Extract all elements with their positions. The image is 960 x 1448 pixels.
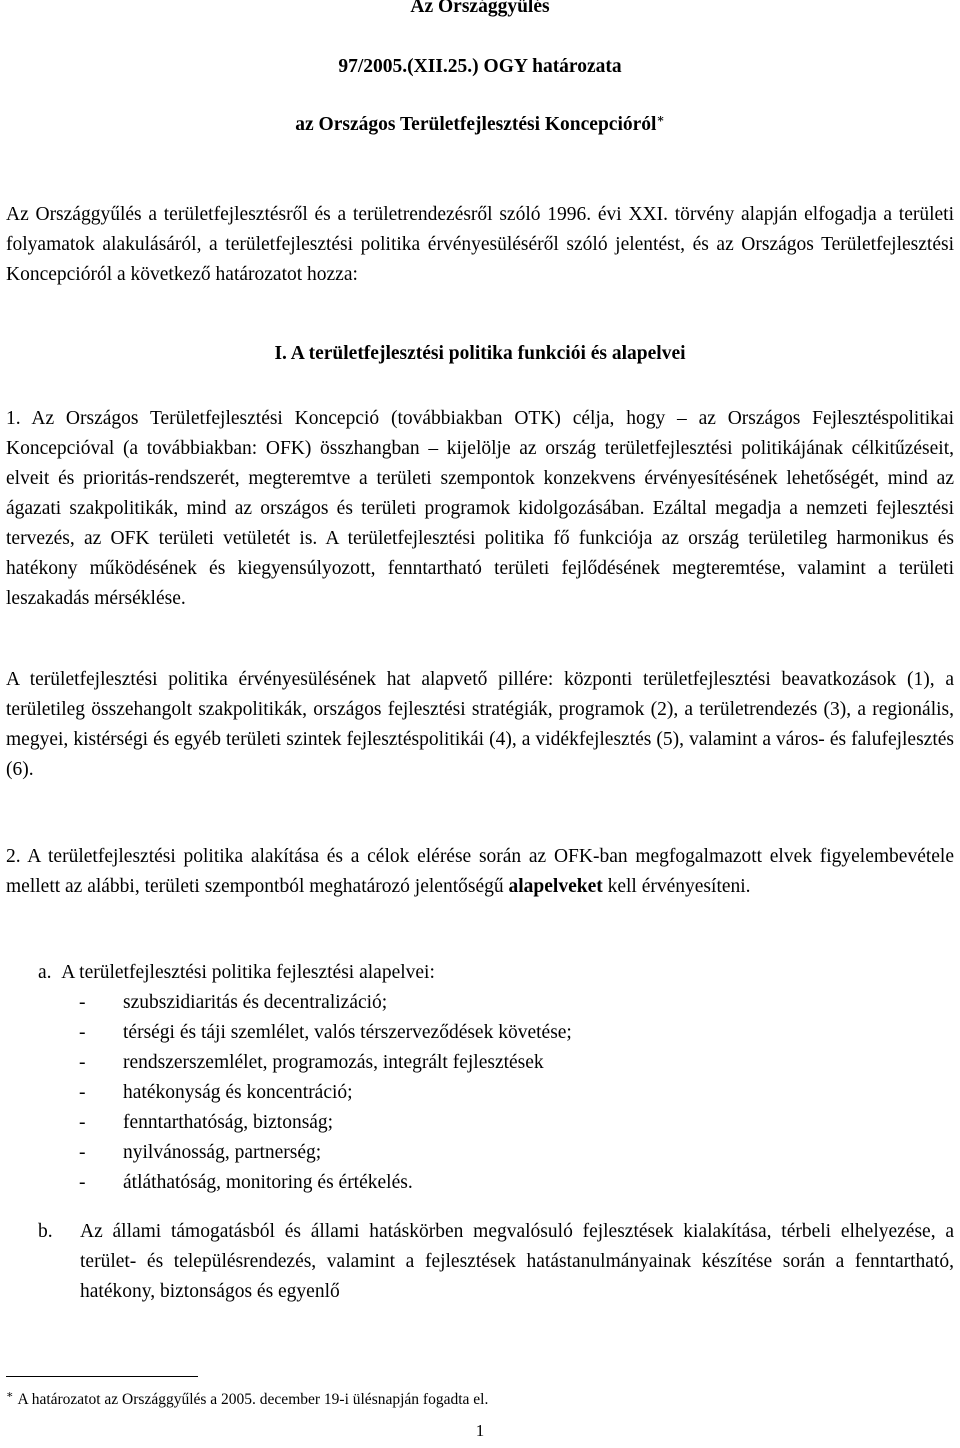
list-item [79, 988, 572, 1018]
paragraph-2-bold: alapelveket [508, 876, 603, 897]
issuer-title: Az Országgyűlés [410, 0, 550, 17]
list-item-text: fenntarthatóság, biztonság; [123, 1112, 334, 1133]
principles-list [79, 988, 572, 1198]
list-item [79, 1018, 572, 1048]
list-item [79, 1048, 572, 1078]
resolution-subject [0, 111, 960, 136]
list-item-text: nyilvánosság, partnerség; [123, 1142, 322, 1163]
list-item-text: hatékonyság és koncentráció; [123, 1082, 353, 1103]
section-heading: I. A területfejlesztési politika funkciói és alapelvei [274, 343, 686, 364]
page-number: 1 [475, 1421, 485, 1440]
list-dash: - [79, 1172, 86, 1193]
paragraph-2 [6, 842, 954, 902]
resolution-number: 97/2005.(XII.25.) OGY határozata [338, 56, 622, 77]
list-item-text: térségi és táji szemlélet, valós térszerveződések követése; [123, 1022, 572, 1043]
footnote-mark: ∗ [6, 1388, 14, 1401]
list-dash: - [79, 1112, 86, 1133]
list-item-text: szubszidiaritás és decentralizáció; [123, 992, 388, 1013]
resolution-subject-text: az Országos Területfejlesztési Koncepcióról [295, 114, 657, 135]
list-item-text: átláthatóság, monitoring és értékelés. [123, 1172, 413, 1193]
list-item-text: rendszerszemlélet, programozás, integrált fejlesztések [123, 1052, 544, 1073]
paragraph-1: 1. Az Országos Területfejlesztési Koncepció (továbbiakban OTK) célja, hogy – az Országos Fejlesztéspolitikai Koncepcióval (a továbbiakban: OFK) összhangban – kijelölje az ország területfejlesztési politikájának célkitűzéseit, elveit és prioritás-rendszerét, megteremtve a területi szempontok konzekvens érvényesítésének lehetőségét, mind az ágazati szakpolitikák, mind az országos és területi programok kidolgozásában. Ezáltal megadja a nemzeti fejlesztési tervezés, az OFK területi vetületét is. A területfejlesztési politika fő funkciója az ország területileg harmonikus és hatékony működésének és kiegyensúlyozott, fenntartható területi fejlődésének megteremtése, valamint a területi leszakadás mérséklése. [6, 408, 954, 609]
footnote-text: A határozatot az Országgyűlés a 2005. december 19-i ülésnapján fogadta el. [17, 1391, 489, 1408]
paragraph-pillars: A területfejlesztési politika érvényesülésének hat alapvető pillére: központi területfejlesztési beavatkozások (1), a területileg összehangolt szakpolitikák, országos fejlesztési stratégiák, programok (2), a területrendezés (3), a regionális, megyei, kistérségi és egyéb területi szintek fejlesztéspolitikái (4), a vidékfejlesztés (5), valamint a város- és falufejlesztés (6). [6, 669, 954, 780]
paragraph-2-tail: kell érvényesíteni. [602, 876, 751, 897]
list-dash: - [79, 1052, 86, 1073]
sub-point-b-label: b. [38, 1221, 53, 1242]
list-item [79, 1108, 572, 1138]
intro-paragraph: Az Országgyűlés a területfejlesztésről és a területrendezésről szóló 1996. évi XXI. törvény alapján elfogadja a területi folyamatok alakulásáról, a területfejlesztési politika érvényesüléséről szóló jelentést, és az Országos Területfejlesztési Koncepcióról a következő határozatot hozza: [6, 204, 954, 285]
sub-point-a-label: a. [38, 962, 52, 983]
list-dash: - [79, 1082, 86, 1103]
list-item [79, 1078, 572, 1108]
footnote-divider [6, 1376, 198, 1377]
footnote-reference[interactable]: ∗ [656, 111, 665, 126]
list-dash: - [79, 1022, 86, 1043]
sub-point-a [38, 958, 435, 988]
footnote [6, 1388, 489, 1409]
list-item [79, 1168, 572, 1198]
list-dash: - [79, 992, 86, 1013]
list-dash: - [79, 1142, 86, 1163]
paragraph-2-text: 2. A területfejlesztési politika alakítása és a célok elérése során az OFK-ban megfogalmazott elvek figyelembevétele mellett az alábbi, területi szempontból meghatározó jelentőségű [6, 846, 954, 897]
sub-point-a-text: A területfejlesztési politika fejlesztési alapelvei: [61, 962, 435, 983]
list-item [79, 1138, 572, 1168]
sub-point-b-text: Az állami támogatásból és állami hatáskörben megvalósuló fejlesztések kialakítása, térbeli elhelyezése, a terület- és településrendezés, valamint a fejlesztések hatástanulmányainak készítése során a fenntartható, hatékony, biztonságos és egyenlő [80, 1221, 954, 1302]
